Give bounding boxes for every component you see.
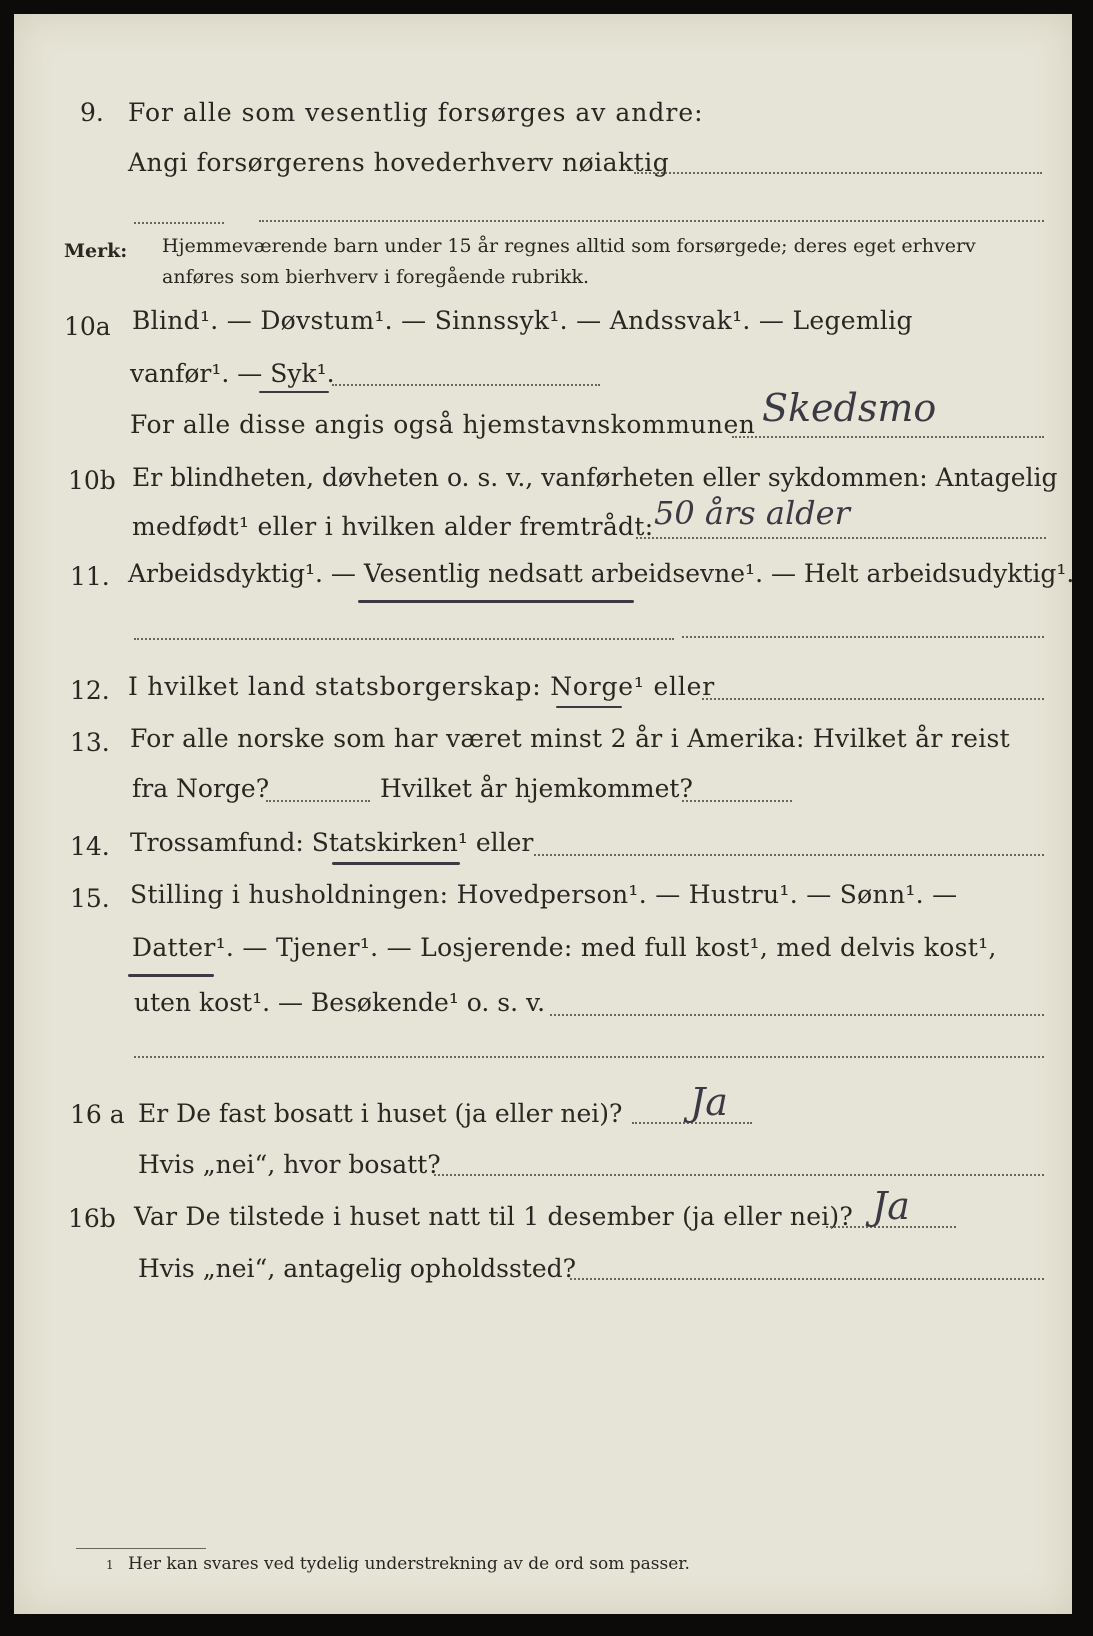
handwritten-underline bbox=[556, 706, 622, 708]
question-text: Stilling i husholdningen: Hovedperson¹. — Hustru¹. — Sønn¹. — bbox=[130, 880, 958, 909]
question-text: fra Norge? bbox=[132, 774, 270, 803]
answer-line[interactable] bbox=[259, 220, 1044, 222]
question-text: For alle som vesentlig forsørges av andre: bbox=[128, 98, 704, 127]
answer-line[interactable] bbox=[134, 222, 224, 224]
answer-line[interactable] bbox=[550, 1014, 1044, 1016]
answer-line[interactable] bbox=[332, 384, 600, 386]
question-number: 16 a bbox=[70, 1100, 125, 1129]
answer-line[interactable] bbox=[682, 800, 792, 802]
question-number: 15. bbox=[70, 884, 110, 913]
answer-line[interactable] bbox=[134, 1056, 1044, 1058]
question-number: 16b bbox=[68, 1204, 116, 1233]
question-text: Hvis „nei“, antagelig opholdssted? bbox=[138, 1254, 577, 1283]
answer-line[interactable] bbox=[682, 636, 1044, 638]
question-number: 10b bbox=[68, 466, 116, 495]
answer-line[interactable] bbox=[266, 800, 370, 802]
handwritten-answer: Ja bbox=[690, 1080, 728, 1124]
question-text: For alle norske som har været minst 2 år i Amerika: Hvilket år reist bbox=[130, 724, 1011, 753]
question-text: I hvilket land statsborgerskap: Norge¹ eller bbox=[128, 672, 715, 701]
handwritten-answer: Ja bbox=[872, 1184, 910, 1228]
question-number: 9. bbox=[80, 98, 104, 127]
note-label: Merk: bbox=[64, 240, 128, 262]
handwritten-answer: 50 års alder bbox=[654, 494, 850, 532]
answer-line[interactable] bbox=[434, 1174, 1044, 1176]
note-text: Hjemmeværende barn under 15 år regnes alltid som forsørgede; deres eget erhverv bbox=[162, 235, 976, 257]
question-text: Er De fast bosatt i huset (ja eller nei)? bbox=[138, 1099, 623, 1128]
question-text: Er blindheten, døvheten o. s. v., vanførheten eller sykdommen: Antagelig bbox=[132, 463, 1058, 492]
question-text: uten kost¹. — Besøkende¹ o. s. v. bbox=[134, 988, 546, 1017]
question-text: Angi forsørgerens hovederhverv nøiaktig bbox=[128, 148, 670, 177]
question-text: medfødt¹ eller i hvilken alder fremtrådt: bbox=[132, 512, 654, 541]
note-text: anføres som bierhverv i foregående rubrikk. bbox=[162, 266, 590, 288]
footnote-text: Her kan svares ved tydelig understrekning av de ord som passer. bbox=[128, 1554, 690, 1574]
question-text: vanfør¹. — Syk¹. bbox=[130, 359, 335, 388]
question-number: 12. bbox=[70, 676, 110, 705]
question-text: Datter¹. — Tjener¹. — Losjerende: med full kost¹, med delvis kost¹, bbox=[132, 933, 997, 962]
question-number: 11. bbox=[70, 562, 110, 591]
question-text: For alle disse angis også hjemstavnskommunen bbox=[130, 410, 756, 439]
answer-line[interactable] bbox=[634, 172, 1042, 174]
footnote-rule bbox=[76, 1548, 206, 1549]
answer-line[interactable] bbox=[636, 537, 1046, 539]
handwritten-underline bbox=[128, 974, 214, 977]
question-text: Blind¹. — Døvstum¹. — Sinnssyk¹. — Andssvak¹. — Legemlig bbox=[132, 306, 913, 335]
question-text: Hvis „nei“, hvor bosatt? bbox=[138, 1150, 441, 1179]
answer-line[interactable] bbox=[534, 854, 1044, 856]
handwritten-underline bbox=[332, 862, 460, 865]
handwritten-underline bbox=[259, 391, 329, 393]
question-text: Var De tilstede i huset natt til 1 desember (ja eller nei)? bbox=[134, 1202, 853, 1231]
footnote-mark: 1 bbox=[106, 1558, 114, 1572]
question-number: 10a bbox=[64, 312, 111, 341]
question-text: Hvilket år hjemkommet? bbox=[380, 774, 693, 803]
handwritten-answer: Skedsmo bbox=[762, 386, 937, 430]
question-text: Trossamfund: Statskirken¹ eller bbox=[130, 828, 534, 857]
question-text: Arbeidsdyktig¹. — Vesentlig nedsatt arbeidsevne¹. — Helt arbeidsudyktig¹. bbox=[128, 559, 1075, 588]
answer-line[interactable] bbox=[732, 436, 1044, 438]
form-page bbox=[14, 14, 1075, 1614]
answer-line[interactable] bbox=[702, 698, 1044, 700]
handwritten-underline bbox=[358, 600, 634, 603]
question-number: 13. bbox=[70, 728, 110, 757]
question-number: 14. bbox=[70, 832, 110, 861]
answer-line[interactable] bbox=[134, 638, 674, 640]
answer-line[interactable] bbox=[570, 1278, 1044, 1280]
